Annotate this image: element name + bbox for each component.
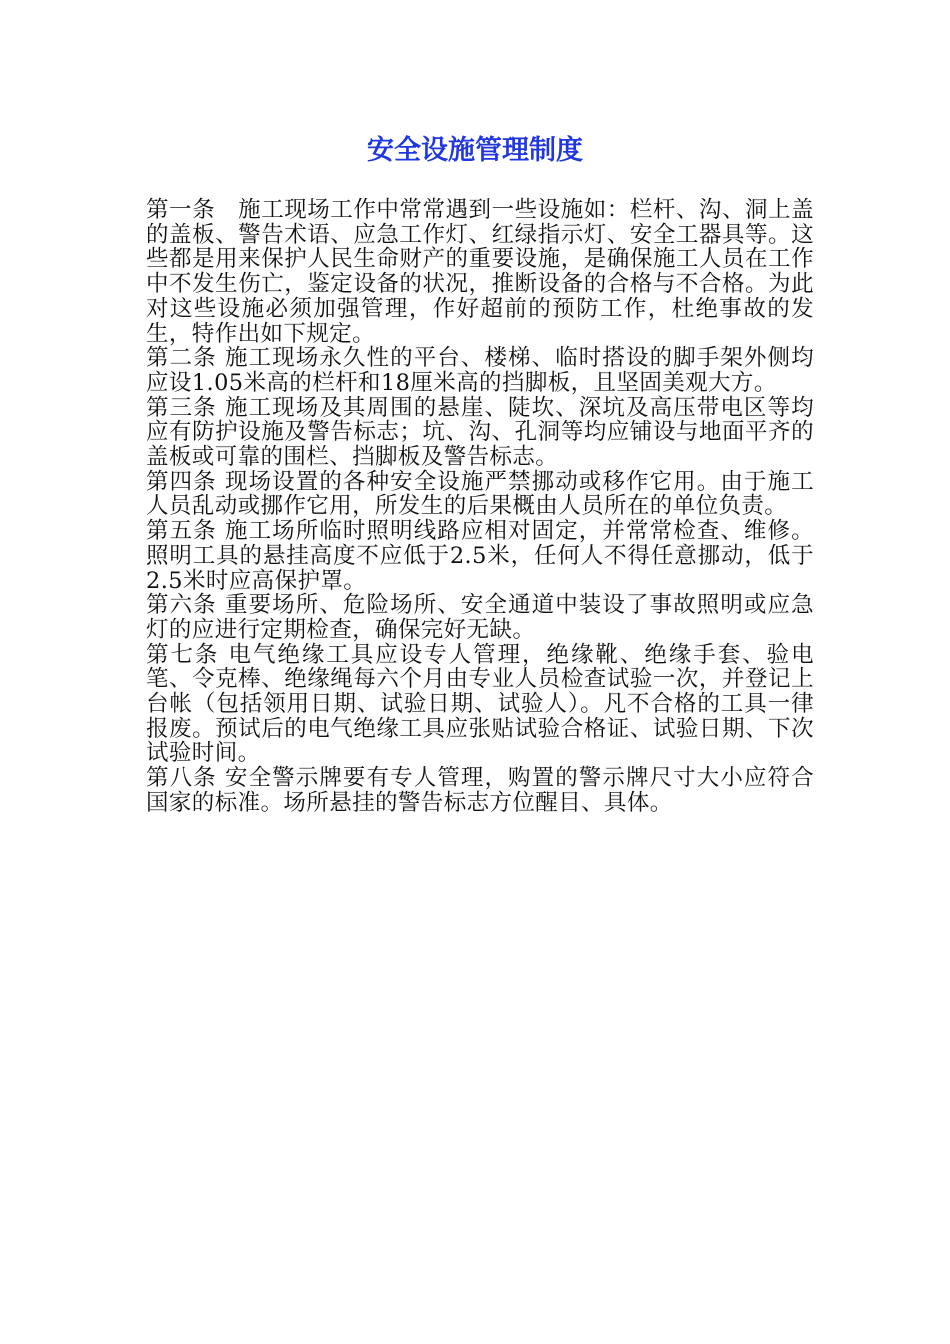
article-3: 第三条 施工现场及其周围的悬崖、陡坎、深坑及高压带电区等均应有防护设施及警告标志；坑、沟、孔洞等均应铺设与地面平齐的盖板或可靠的围栏、挡脚板及警告标志。 <box>146 394 814 471</box>
article-1: 第一条 施工现场工作中常常遇到一些设施如：栏杆、沟、洞上盖的盖板、警告术语、应急工作灯、红绿指示灯、安全工器具等。这些都是用来保护人民生命财产的重要设施，是确保施工人员在工作中不发生伤亡，鉴定设备的状况，推断设备的合格与不合格。为此对这些设施必须加强管理，作好超前的预防工作，杜绝事故的发生，特作出如下规定。 <box>146 197 814 347</box>
article-6: 第六条 重要场所、危险场所、安全通道中装设了事故照明或应急灯的应进行定期检查，确保完好无缺。 <box>146 592 814 643</box>
document-body <box>146 198 814 816</box>
article-8: 第八条 安全警示牌要有专人管理，购置的警示牌尺寸大小应符合国家的标准。场所悬挂的警告标志方位醒目、具体。 <box>146 765 814 816</box>
document-title: 安全设施管理制度 <box>367 135 583 166</box>
article-2: 第二条 施工现场永久性的平台、楼梯、临时搭设的脚手架外侧均应设1.05米高的栏杆和18厘米高的挡脚板，且坚固美观大方。 <box>146 345 814 396</box>
article-4: 第四条 现场设置的各种安全设施严禁挪动或移作它用。由于施工人员乱动或挪作它用，所发生的后果概由人员所在的单位负责。 <box>146 468 814 520</box>
article-7: 第七条 电气绝缘工具应设专人管理，绝缘靴、绝缘手套、验电笔、令克棒、绝缘绳每六个月由专业人员检查试验一次，并登记上台帐（包括领用日期、试验日期、试验人）。凡不合格的工具一律报废。预试后的电气绝缘工具应张贴试验合格证、试验日期、下次试验时间。 <box>146 641 814 767</box>
article-5: 第五条 施工场所临时照明线路应相对固定，并常常检查、维修。照明工具的悬挂高度不应低于2.5米，任何人不得任意挪动，低于2.5米时应高保护罩。 <box>146 518 814 594</box>
